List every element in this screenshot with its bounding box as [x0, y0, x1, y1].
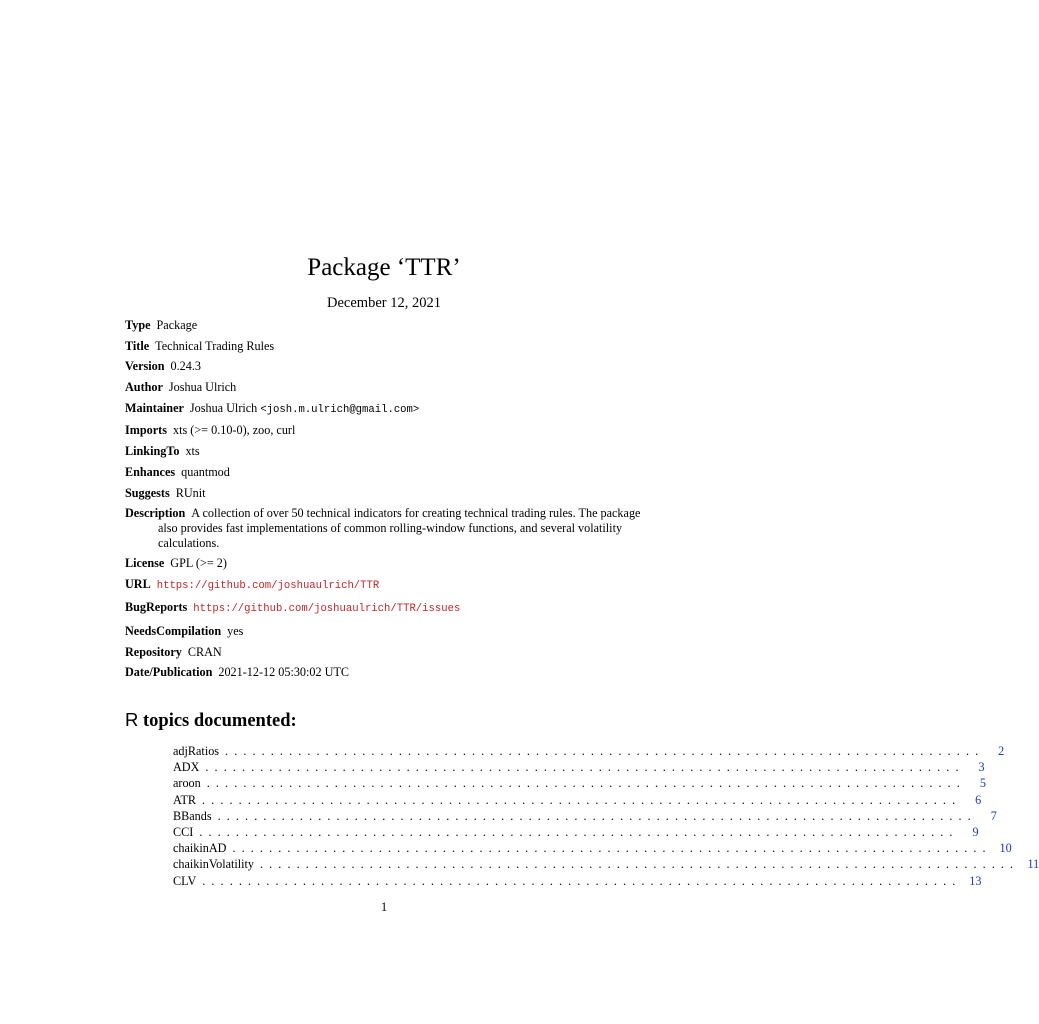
toc-item[interactable]: aroon ................................................................................... 5 — [173, 776, 986, 791]
toc-item[interactable]: CLV ................................................................................... 13 — [173, 873, 982, 888]
toc-page-link[interactable]: 7 — [990, 808, 997, 823]
field-url: URL https://github.com/joshuaulrich/TTR — [125, 576, 380, 592]
toc-page-link[interactable]: 11 — [1027, 857, 1039, 872]
description-fields — [125, 318, 643, 686]
toc-page-link[interactable]: 5 — [979, 776, 986, 791]
toc-item[interactable]: BBands ................................................................................... 7 — [173, 808, 997, 823]
toc-item[interactable]: CCI ................................................................................... 9 — [173, 824, 979, 839]
field-bugreports: BugReports https://github.com/joshuaulrich/TTR/issues — [125, 600, 461, 616]
toc-list — [173, 743, 1039, 889]
field-title: Title Technical Trading Rules — [125, 338, 275, 353]
toc-heading: R topics documented: — [125, 709, 297, 731]
toc-page-link[interactable]: 2 — [998, 744, 1005, 758]
field-license: License GPL (>= 2) — [125, 556, 227, 571]
toc-item[interactable]: chaikinVolatility ................................................................................... 11 — [173, 857, 1039, 872]
url-link[interactable]: https://github.com/joshuaulrich/TTR — [156, 579, 380, 592]
field-repository: Repository CRAN — [125, 644, 222, 659]
toc-page-link[interactable]: 10 — [999, 841, 1012, 856]
bugreports-link[interactable]: https://github.com/joshuaulrich/TTR/issues — [193, 603, 461, 616]
page-number: 1 — [380, 900, 388, 914]
toc-item[interactable]: ADX ................................................................................... 3 — [173, 760, 985, 775]
field-date-publication: Date/Publication 2021-12-12 05:30:02 UTC — [125, 665, 350, 680]
package-date: December 12, 2021 — [327, 295, 441, 311]
field-maintainer: Maintainer Joshua Ulrich <josh.m.ulrich@gmail.com> — [125, 400, 420, 416]
field-imports: Imports xts (>= 0.10-0), zoo, curl — [125, 423, 296, 438]
toc-page-link[interactable]: 9 — [972, 824, 979, 839]
toc-page-link[interactable]: 13 — [969, 873, 982, 888]
field-type: Type Package — [125, 318, 198, 332]
toc-item[interactable]: ATR ................................................................................... 6 — [173, 792, 982, 807]
field-suggests: Suggests RUnit — [125, 485, 206, 500]
toc-page-link[interactable]: 6 — [975, 792, 982, 807]
field-needscompilation: NeedsCompilation yes — [125, 623, 244, 638]
toc-item[interactable]: adjRatios ................................................................................... 2 — [173, 744, 1005, 758]
field-enhances: Enhances quantmod — [125, 464, 230, 479]
toc-page-link[interactable]: 3 — [978, 760, 985, 775]
field-version: Version 0.24.3 — [125, 359, 201, 374]
toc-item[interactable]: chaikinAD ................................................................................... 10 — [173, 841, 1012, 856]
maintainer-email: <josh.m.ulrich@gmail.com> — [260, 403, 420, 416]
package-title: Package ‘TTR’ — [307, 254, 461, 281]
field-linkingto: LinkingTo xts — [125, 444, 200, 459]
field-description: Description A collection of over 50 technical indicators for creating technical trading rules. The package also provides fast implementations of common rolling-window functions, and several volatility calculations. — [125, 506, 641, 551]
field-author: Author Joshua Ulrich — [125, 380, 237, 395]
